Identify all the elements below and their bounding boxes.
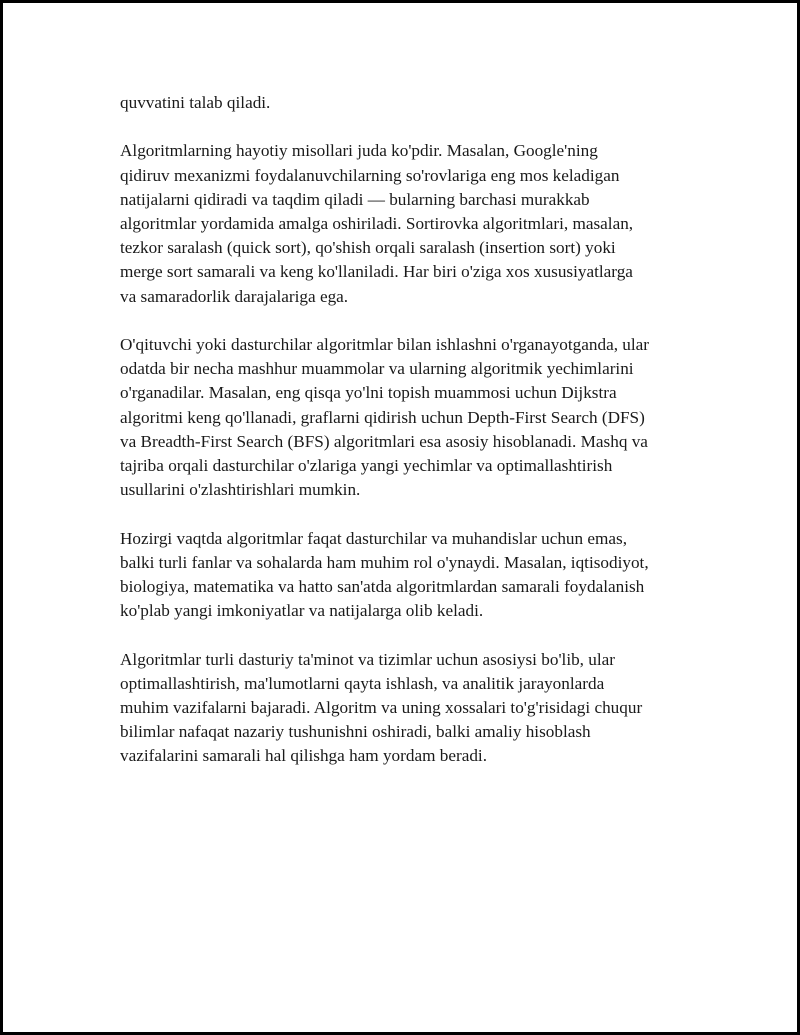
- paragraph-5: [120, 648, 700, 769]
- text-line: tezkor saralash (quick sort), qo'shish orqali saralash (insertion sort) yoki: [120, 238, 616, 258]
- text-line: optimallashtirish, ma'lumotlarni qayta ishlash, va analitik jarayonlarda: [120, 673, 605, 693]
- text-line: va Breadth-First Search (BFS) algoritmlari esa asosiy hisoblanadi. Mashq va: [120, 431, 648, 451]
- text-line: Hozirgi vaqtda algoritmlar faqat dasturchilar va muhandislar uchun emas,: [120, 528, 628, 548]
- text-line: odatda bir necha mashhur muammolar va ularning algoritmik yechimlarini: [120, 359, 634, 379]
- paragraph-4: [120, 527, 700, 624]
- text-line: algoritmi keng qo'llanadi, graflarni qidirish uchun Depth-First Search (DFS): [120, 407, 645, 427]
- text-line: vazifalarini samarali hal qilishga ham yordam beradi.: [120, 746, 488, 766]
- paragraph-2: [120, 139, 700, 308]
- text-line: Algoritmlar turli dasturiy ta'minot va tizimlar uchun asosiysi bo'lib, ular: [120, 649, 615, 669]
- text-line: algoritmlar yordamida amalga oshiriladi. Sortirovka algoritmlari, masalan,: [120, 214, 634, 233]
- text-line: balki turli fanlar va sohalarda ham muhim rol o'ynaydi. Masalan, iqtisodiyot,: [120, 552, 649, 572]
- text-line: usullarini o'zlashtirishlari mumkin.: [120, 480, 361, 500]
- text-line: va samaradorlik darajalariga ega.: [120, 286, 349, 306]
- text-line: ko'plab yangi imkoniyatlar va natijalarga olib keladi.: [120, 601, 484, 621]
- text-line: o'rganadilar. Masalan, eng qisqa yo'lni topish muammosi uchun Dijkstra: [120, 383, 617, 403]
- text-line: bilimlar nafaqat nazariy tushunishni oshiradi, balki amaliy hisoblash: [120, 722, 591, 742]
- text-line: O'qituvchi yoki dasturchilar algoritmlar bilan ishlashni o'rganayotganda, ular: [120, 335, 650, 354]
- text-line: biologiya, matematika va hatto san'atda algoritmlardan samarali foydalanish: [120, 577, 645, 597]
- paragraph-1: [120, 91, 700, 115]
- text-line: Algoritmlarning hayotiy misollari juda ko'pdir. Masalan, Google'ning: [120, 141, 598, 161]
- paragraph-3: [120, 333, 700, 502]
- text-line: quvvatini talab qiladi.: [120, 93, 271, 112]
- text-line: tajriba orqali dasturchilar o'zlariga yangi yechimlar va optimallashtirish: [120, 456, 613, 476]
- text-line: qidiruv mexanizmi foydalanuvchilarning so'rovlariga eng mos keladigan: [120, 165, 620, 185]
- document-body: [120, 91, 700, 793]
- text-line: muhim vazifalarni bajaradi. Algoritm va uning xossalari to'g'risidagi chuqur: [120, 698, 643, 718]
- text-line: merge sort samarali va keng ko'llaniladi. Har biri o'ziga xos xususiyatlarga: [120, 262, 633, 282]
- text-line: natijalarni qidiradi va taqdim qiladi — bularning barchasi murakkab: [120, 189, 590, 209]
